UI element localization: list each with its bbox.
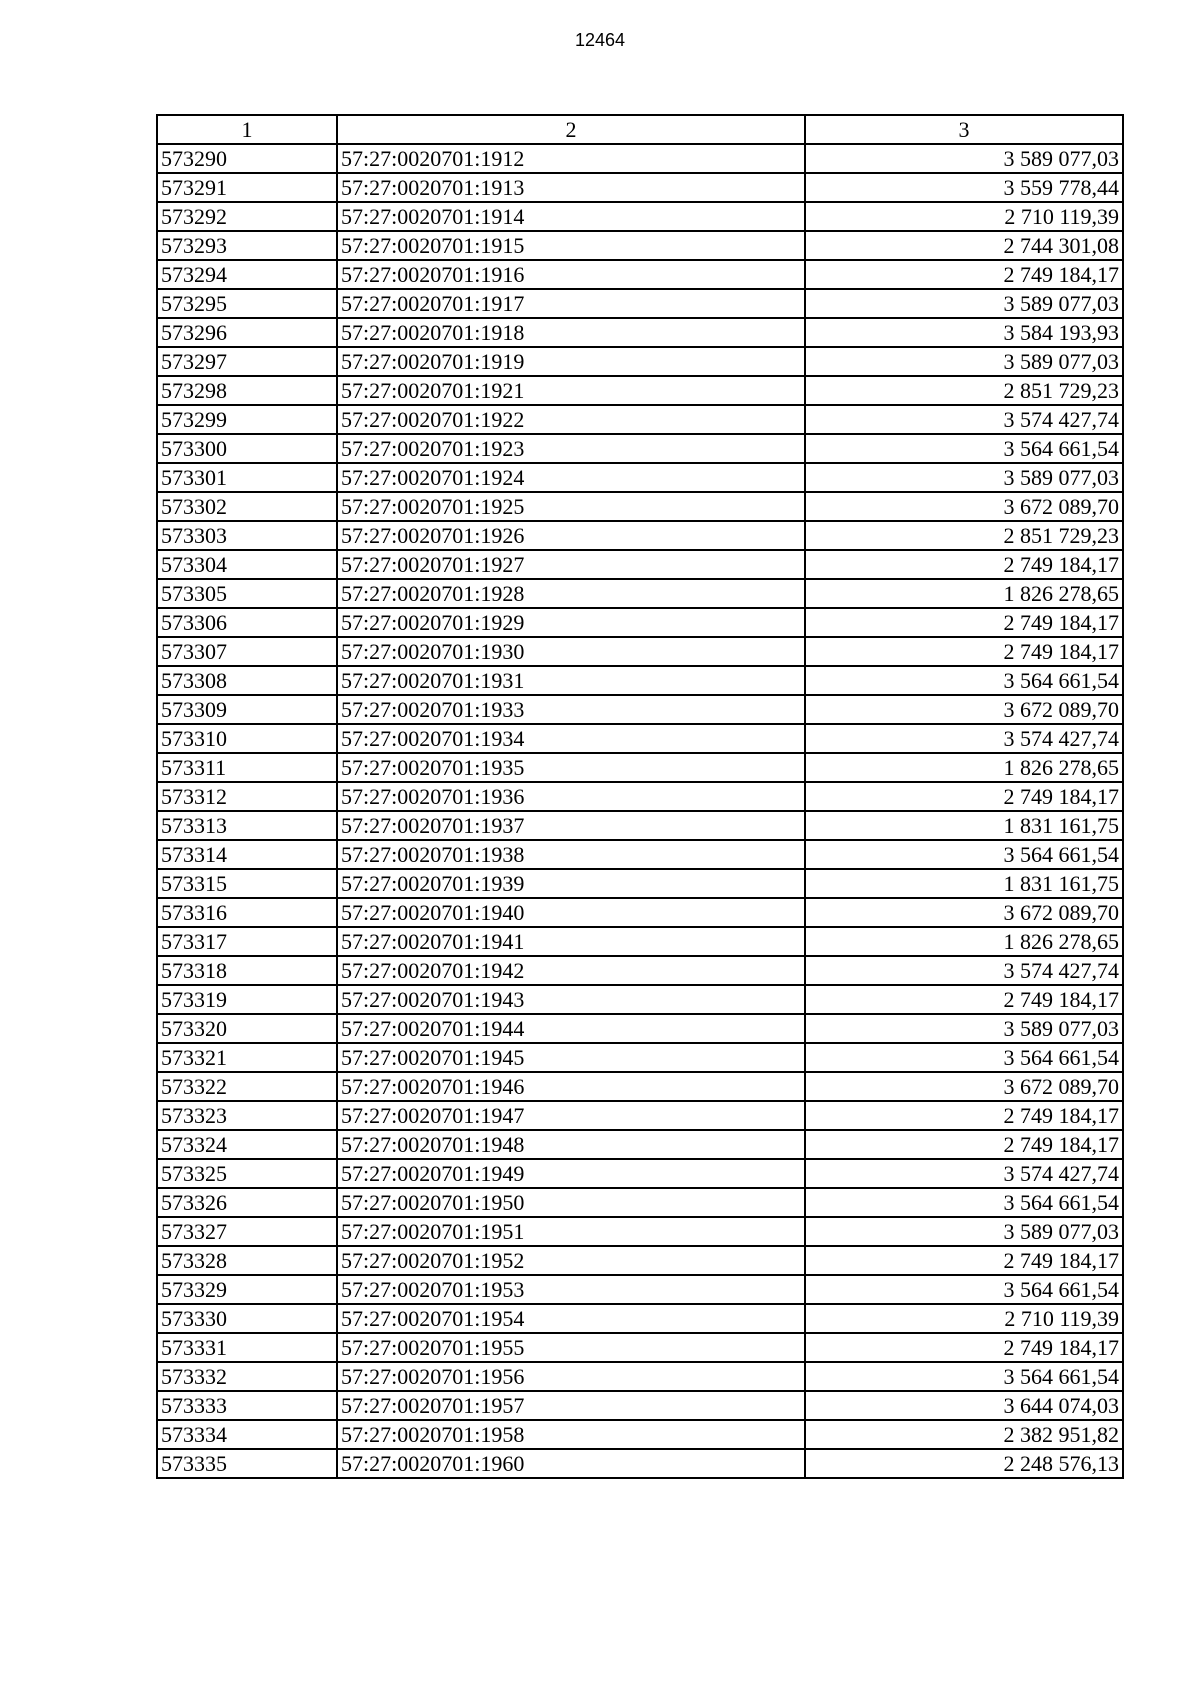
cadastral-number-cell: 57:27:0020701:1948 xyxy=(337,1130,805,1159)
cadastral-value-cell: 1 826 278,65 xyxy=(805,579,1123,608)
cadastral-number-cell: 57:27:0020701:1918 xyxy=(337,318,805,347)
cadastral-number-cell: 57:27:0020701:1941 xyxy=(337,927,805,956)
table-row xyxy=(157,405,1123,434)
table-row xyxy=(157,1101,1123,1130)
cadastral-value-cell: 2 749 184,17 xyxy=(805,637,1123,666)
cadastral-value-cell: 3 574 427,74 xyxy=(805,1159,1123,1188)
cadastral-number-cell: 57:27:0020701:1912 xyxy=(337,144,805,173)
row-number-cell: 573322 xyxy=(157,1072,337,1101)
cadastral-number-cell: 57:27:0020701:1951 xyxy=(337,1217,805,1246)
table-row xyxy=(157,782,1123,811)
cadastral-value-cell: 3 564 661,54 xyxy=(805,1188,1123,1217)
row-number-cell: 573298 xyxy=(157,376,337,405)
row-number-cell: 573300 xyxy=(157,434,337,463)
row-number-cell: 573312 xyxy=(157,782,337,811)
row-number-cell: 573327 xyxy=(157,1217,337,1246)
page-number: 12464 xyxy=(574,30,626,50)
table-row xyxy=(157,260,1123,289)
cadastral-number-cell: 57:27:0020701:1957 xyxy=(337,1391,805,1420)
cadastral-value-cell: 3 574 427,74 xyxy=(805,956,1123,985)
cadastral-number-cell: 57:27:0020701:1928 xyxy=(337,579,805,608)
cadastral-value-cell: 3 564 661,54 xyxy=(805,840,1123,869)
cadastral-value-cell: 2 749 184,17 xyxy=(805,782,1123,811)
table-row xyxy=(157,144,1123,173)
row-number-cell: 573318 xyxy=(157,956,337,985)
row-number-cell: 573328 xyxy=(157,1246,337,1275)
table-row xyxy=(157,521,1123,550)
row-number-cell: 573319 xyxy=(157,985,337,1014)
row-number-cell: 573291 xyxy=(157,173,337,202)
cadastral-number-cell: 57:27:0020701:1926 xyxy=(337,521,805,550)
cadastral-number-cell: 57:27:0020701:1939 xyxy=(337,869,805,898)
cadastral-value-cell: 3 564 661,54 xyxy=(805,1043,1123,1072)
cadastral-number-cell: 57:27:0020701:1933 xyxy=(337,695,805,724)
cadastral-value-cell: 3 559 778,44 xyxy=(805,173,1123,202)
table-row xyxy=(157,898,1123,927)
table-row xyxy=(157,869,1123,898)
cadastral-value-cell: 3 672 089,70 xyxy=(805,492,1123,521)
cadastral-value-cell: 1 831 161,75 xyxy=(805,811,1123,840)
row-number-cell: 573295 xyxy=(157,289,337,318)
cadastral-number-cell: 57:27:0020701:1930 xyxy=(337,637,805,666)
table-row xyxy=(157,1420,1123,1449)
row-number-cell: 573332 xyxy=(157,1362,337,1391)
cadastral-number-cell: 57:27:0020701:1938 xyxy=(337,840,805,869)
table-row xyxy=(157,231,1123,260)
cadastral-value-cell: 2 749 184,17 xyxy=(805,1333,1123,1362)
cadastral-number-cell: 57:27:0020701:1915 xyxy=(337,231,805,260)
table-row xyxy=(157,1391,1123,1420)
cadastral-number-cell: 57:27:0020701:1947 xyxy=(337,1101,805,1130)
cadastral-number-cell: 57:27:0020701:1931 xyxy=(337,666,805,695)
cadastral-value-cell: 1 826 278,65 xyxy=(805,753,1123,782)
table-row xyxy=(157,434,1123,463)
cadastral-value-cell: 3 574 427,74 xyxy=(805,405,1123,434)
table-row xyxy=(157,579,1123,608)
row-number-cell: 573307 xyxy=(157,637,337,666)
cadastral-value-cell: 3 589 077,03 xyxy=(805,1217,1123,1246)
table-row xyxy=(157,1043,1123,1072)
cadastral-number-cell: 57:27:0020701:1924 xyxy=(337,463,805,492)
cadastral-value-cell: 2 851 729,23 xyxy=(805,376,1123,405)
row-number-cell: 573302 xyxy=(157,492,337,521)
cadastral-number-cell: 57:27:0020701:1925 xyxy=(337,492,805,521)
column-header-2: 2 xyxy=(337,115,805,144)
row-number-cell: 573333 xyxy=(157,1391,337,1420)
cadastral-number-cell: 57:27:0020701:1935 xyxy=(337,753,805,782)
table-row xyxy=(157,1275,1123,1304)
cadastral-value-cell: 2 710 119,39 xyxy=(805,202,1123,231)
table-row xyxy=(157,840,1123,869)
cadastral-value-cell: 3 589 077,03 xyxy=(805,144,1123,173)
row-number-cell: 573317 xyxy=(157,927,337,956)
row-number-cell: 573309 xyxy=(157,695,337,724)
table-row xyxy=(157,985,1123,1014)
table-row xyxy=(157,608,1123,637)
table-row xyxy=(157,695,1123,724)
table-row xyxy=(157,463,1123,492)
cadastral-number-cell: 57:27:0020701:1913 xyxy=(337,173,805,202)
column-header-3: 3 xyxy=(805,115,1123,144)
cadastral-number-cell: 57:27:0020701:1956 xyxy=(337,1362,805,1391)
table-row xyxy=(157,1188,1123,1217)
cadastral-number-cell: 57:27:0020701:1921 xyxy=(337,376,805,405)
cadastral-number-cell: 57:27:0020701:1937 xyxy=(337,811,805,840)
cadastral-value-cell: 2 749 184,17 xyxy=(805,1246,1123,1275)
cadastral-number-cell: 57:27:0020701:1922 xyxy=(337,405,805,434)
column-header-1: 1 xyxy=(157,115,337,144)
table-row xyxy=(157,376,1123,405)
row-number-cell: 573310 xyxy=(157,724,337,753)
table-row xyxy=(157,1130,1123,1159)
cadastral-value-table xyxy=(156,114,1124,1479)
cadastral-number-cell: 57:27:0020701:1927 xyxy=(337,550,805,579)
cadastral-value-cell: 2 744 301,08 xyxy=(805,231,1123,260)
cadastral-value-cell: 3 672 089,70 xyxy=(805,898,1123,927)
row-number-cell: 573311 xyxy=(157,753,337,782)
row-number-cell: 573329 xyxy=(157,1275,337,1304)
cadastral-number-cell: 57:27:0020701:1917 xyxy=(337,289,805,318)
cadastral-value-cell: 3 574 427,74 xyxy=(805,724,1123,753)
row-number-cell: 573303 xyxy=(157,521,337,550)
cadastral-number-cell: 57:27:0020701:1945 xyxy=(337,1043,805,1072)
row-number-cell: 573294 xyxy=(157,260,337,289)
cadastral-number-cell: 57:27:0020701:1929 xyxy=(337,608,805,637)
cadastral-value-cell: 3 564 661,54 xyxy=(805,1275,1123,1304)
row-number-cell: 573292 xyxy=(157,202,337,231)
table-row xyxy=(157,1072,1123,1101)
row-number-cell: 573296 xyxy=(157,318,337,347)
cadastral-value-cell: 3 584 193,93 xyxy=(805,318,1123,347)
cadastral-value-cell: 3 589 077,03 xyxy=(805,289,1123,318)
cadastral-value-cell: 2 851 729,23 xyxy=(805,521,1123,550)
cadastral-value-cell: 3 644 074,03 xyxy=(805,1391,1123,1420)
table-row xyxy=(157,753,1123,782)
table-row xyxy=(157,1159,1123,1188)
cadastral-number-cell: 57:27:0020701:1955 xyxy=(337,1333,805,1362)
table-row xyxy=(157,550,1123,579)
cadastral-value-cell: 2 749 184,17 xyxy=(805,260,1123,289)
row-number-cell: 573326 xyxy=(157,1188,337,1217)
row-number-cell: 573330 xyxy=(157,1304,337,1333)
row-number-cell: 573304 xyxy=(157,550,337,579)
cadastral-value-cell: 3 564 661,54 xyxy=(805,666,1123,695)
cadastral-value-cell: 3 589 077,03 xyxy=(805,1014,1123,1043)
cadastral-number-cell: 57:27:0020701:1950 xyxy=(337,1188,805,1217)
cadastral-value-cell: 2 248 576,13 xyxy=(805,1449,1123,1478)
cadastral-number-cell: 57:27:0020701:1946 xyxy=(337,1072,805,1101)
table-row xyxy=(157,811,1123,840)
row-number-cell: 573301 xyxy=(157,463,337,492)
row-number-cell: 573320 xyxy=(157,1014,337,1043)
row-number-cell: 573325 xyxy=(157,1159,337,1188)
table-header xyxy=(157,115,1123,144)
row-number-cell: 573297 xyxy=(157,347,337,376)
table-row xyxy=(157,666,1123,695)
cadastral-value-cell: 2 710 119,39 xyxy=(805,1304,1123,1333)
table-row xyxy=(157,637,1123,666)
table-row xyxy=(157,956,1123,985)
table-row xyxy=(157,1449,1123,1478)
cadastral-number-cell: 57:27:0020701:1952 xyxy=(337,1246,805,1275)
table-row xyxy=(157,318,1123,347)
cadastral-value-cell: 3 672 089,70 xyxy=(805,1072,1123,1101)
table-row xyxy=(157,1304,1123,1333)
cadastral-number-cell: 57:27:0020701:1942 xyxy=(337,956,805,985)
cadastral-number-cell: 57:27:0020701:1919 xyxy=(337,347,805,376)
table-row xyxy=(157,927,1123,956)
table-row xyxy=(157,202,1123,231)
cadastral-number-cell: 57:27:0020701:1960 xyxy=(337,1449,805,1478)
row-number-cell: 573308 xyxy=(157,666,337,695)
cadastral-number-cell: 57:27:0020701:1934 xyxy=(337,724,805,753)
table-row xyxy=(157,1246,1123,1275)
table-row xyxy=(157,1362,1123,1391)
table-row xyxy=(157,1014,1123,1043)
cadastral-number-cell: 57:27:0020701:1954 xyxy=(337,1304,805,1333)
cadastral-value-cell: 2 749 184,17 xyxy=(805,985,1123,1014)
cadastral-value-cell: 3 672 089,70 xyxy=(805,695,1123,724)
cadastral-number-cell: 57:27:0020701:1916 xyxy=(337,260,805,289)
row-number-cell: 573321 xyxy=(157,1043,337,1072)
row-number-cell: 573306 xyxy=(157,608,337,637)
table-row xyxy=(157,173,1123,202)
table-row xyxy=(157,1217,1123,1246)
row-number-cell: 573305 xyxy=(157,579,337,608)
row-number-cell: 573313 xyxy=(157,811,337,840)
table-row xyxy=(157,492,1123,521)
row-number-cell: 573316 xyxy=(157,898,337,927)
cadastral-value-cell: 3 564 661,54 xyxy=(805,1362,1123,1391)
cadastral-number-cell: 57:27:0020701:1943 xyxy=(337,985,805,1014)
cadastral-value-cell: 3 589 077,03 xyxy=(805,347,1123,376)
row-number-cell: 573324 xyxy=(157,1130,337,1159)
row-number-cell: 573299 xyxy=(157,405,337,434)
row-number-cell: 573334 xyxy=(157,1420,337,1449)
table-body xyxy=(157,144,1123,1478)
table-header-row xyxy=(157,115,1123,144)
cadastral-number-cell: 57:27:0020701:1923 xyxy=(337,434,805,463)
cadastral-value-cell: 2 749 184,17 xyxy=(805,1130,1123,1159)
cadastral-number-cell: 57:27:0020701:1944 xyxy=(337,1014,805,1043)
cadastral-value-cell: 2 749 184,17 xyxy=(805,550,1123,579)
row-number-cell: 573293 xyxy=(157,231,337,260)
row-number-cell: 573331 xyxy=(157,1333,337,1362)
row-number-cell: 573314 xyxy=(157,840,337,869)
cadastral-value-cell: 2 749 184,17 xyxy=(805,1101,1123,1130)
row-number-cell: 573315 xyxy=(157,869,337,898)
cadastral-number-cell: 57:27:0020701:1953 xyxy=(337,1275,805,1304)
cadastral-value-cell: 2 382 951,82 xyxy=(805,1420,1123,1449)
row-number-cell: 573290 xyxy=(157,144,337,173)
cadastral-number-cell: 57:27:0020701:1958 xyxy=(337,1420,805,1449)
table-row xyxy=(157,724,1123,753)
row-number-cell: 573335 xyxy=(157,1449,337,1478)
cadastral-value-cell: 2 749 184,17 xyxy=(805,608,1123,637)
table-row xyxy=(157,1333,1123,1362)
cadastral-number-cell: 57:27:0020701:1949 xyxy=(337,1159,805,1188)
cadastral-value-cell: 1 826 278,65 xyxy=(805,927,1123,956)
row-number-cell: 573323 xyxy=(157,1101,337,1130)
cadastral-number-cell: 57:27:0020701:1936 xyxy=(337,782,805,811)
cadastral-number-cell: 57:27:0020701:1914 xyxy=(337,202,805,231)
cadastral-value-cell: 1 831 161,75 xyxy=(805,869,1123,898)
cadastral-number-cell: 57:27:0020701:1940 xyxy=(337,898,805,927)
cadastral-value-cell: 3 564 661,54 xyxy=(805,434,1123,463)
cadastral-value-cell: 3 589 077,03 xyxy=(805,463,1123,492)
table-row xyxy=(157,347,1123,376)
table-row xyxy=(157,289,1123,318)
